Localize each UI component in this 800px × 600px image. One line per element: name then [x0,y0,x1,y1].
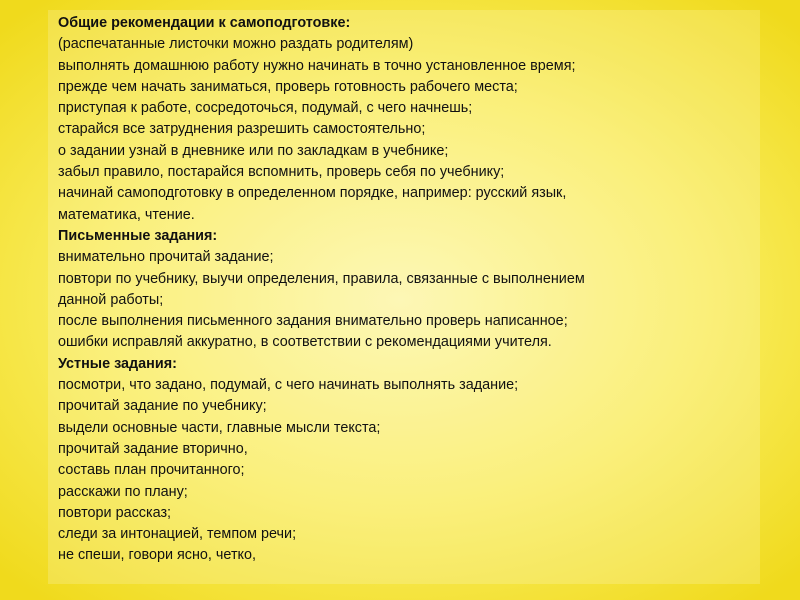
text-body [58,13,758,567]
list-item: забыл правило, постарайся вспомнить, проверь себя по учебнику; [58,164,505,181]
list-item: прочитай задание вторично, [58,440,248,457]
section-heading-oral: Устные задания: [58,355,177,372]
list-item: математика, чтение. [58,206,195,223]
list-item: ошибки исправляй аккуратно, в соответствии с рекомендациями учителя. [58,334,552,351]
list-item: начинай самоподготовку в определенном порядке, например: русский язык, [58,185,567,202]
list-item: прежде чем начать заниматься, проверь готовность рабочего места; [58,78,518,95]
list-item: повтори рассказ; [58,504,172,521]
list-item: данной работы; [58,291,164,308]
section-heading-written: Письменные задания: [58,227,218,244]
section-heading-general: Общие рекомендации к самоподготовке: [58,15,351,31]
list-item: расскажи по плану; [58,483,188,500]
list-item: повтори по учебнику, выучи определения, правила, связанные с выполнением [58,270,585,287]
list-item: выдели основные части, главные мысли текста; [58,419,381,436]
list-item: посмотри, что задано, подумай, с чего начинать выполнять задание; [58,377,519,394]
list-item: о задании узнай в дневнике или по закладкам в учебнике; [58,142,449,159]
list-item: старайся все затруднения разрешить самостоятельно; [58,121,426,138]
list-item: приступая к работе, сосредоточься, подумай, с чего начнешь; [58,100,473,117]
list-item: следи за интонацией, темпом речи; [58,526,297,543]
list-item: составь план прочитанного; [58,462,245,479]
list-item: выполнять домашнюю работу нужно начинать в точно установленное время; [58,57,576,74]
list-item: после выполнения письменного задания внимательно проверь написанное; [58,313,568,330]
list-item: прочитай задание по учебнику; [58,398,267,415]
list-item: не спеши, говори ясно, четко, [58,547,256,564]
list-item: (распечатанные листочки можно раздать родителям) [58,36,414,53]
list-item: внимательно прочитай задание; [58,249,274,266]
